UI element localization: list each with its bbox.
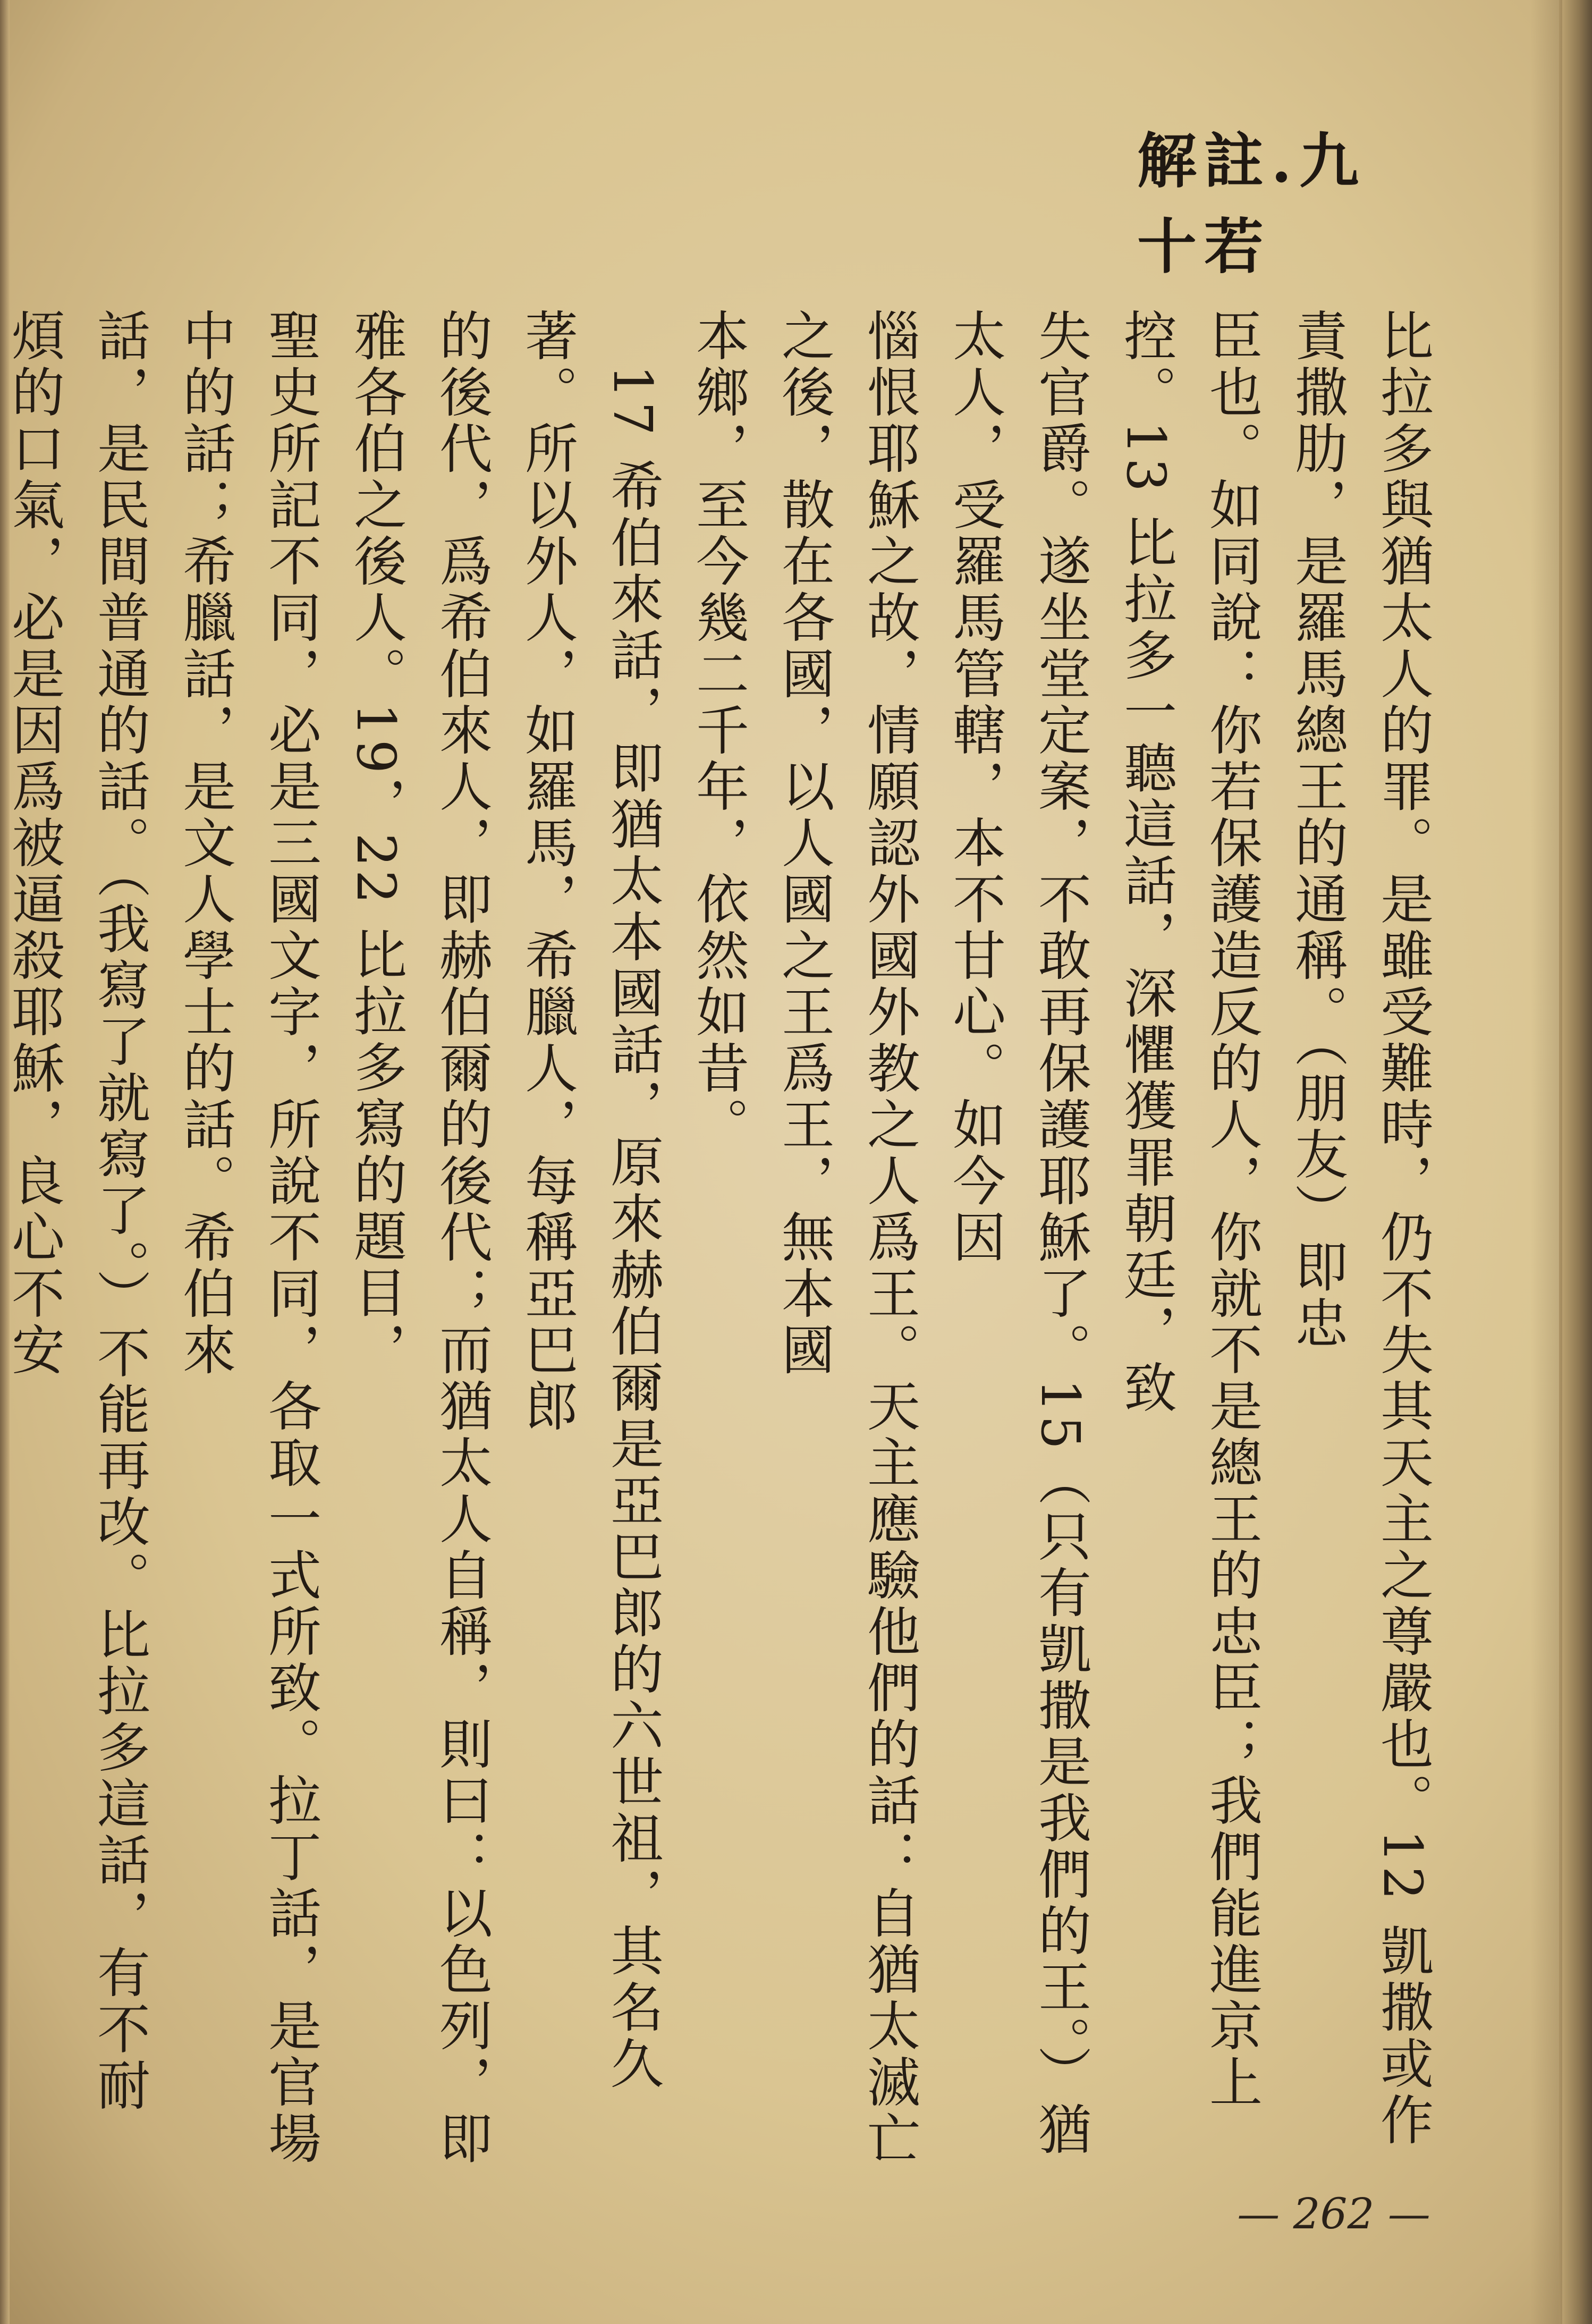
page-number: — 262 — — [1237, 2188, 1430, 2238]
running-header: 解註.九十若 — [1137, 126, 1366, 282]
page-right-edge — [1559, 0, 1592, 2324]
page-gutter-shadow — [1530, 0, 1562, 2324]
vertical-body-text: 比拉多與猶太人的罪。是雖受難時，仍不失其天主之尊嚴也。12 凱撒或作責撒肋，是羅馬總王的通稱。（朋友）即忠 臣也。如同說：你若保護造反的人，你就不是總王的忠臣；我們能進京上控。13 比拉多一聽這話，深懼獲罪朝廷，致 失官爵。遂坐堂定案，不敢再保護耶穌了。15（只有凱撒是我們的王。）猶太人，受羅馬管轄，本不甘心。如今因 惱恨耶穌之故，情願認外國外教之人爲王。天主應驗他們的話：自猶太滅亡之後，散在各國，以人國之王爲王，無本國 本鄉，至今幾二千年，依然如昔。 17 希伯來話，即猶太本國話，原來赫伯爾是亞巴郎的六世祖，其名久著。所以外人，如羅馬，希臘人，每稱亞巴郎 的後代，爲希伯來人，即赫伯爾的後代；而猶太人自稱，則曰：以色列，即雅各伯之後人。19，22 比拉多寫的題目， 聖史所記不同，必是三國文字，所說不同，各取一式所致。拉丁話，是官場中的話；希臘話，是文人學士的話。希伯來 話，是民間普通的話。（我寫了就寫了。）不能再改。比拉多這話，有不耐煩的口氣，必是因爲被逼殺耶穌，良心不安 — [3, 308, 1434, 2167]
